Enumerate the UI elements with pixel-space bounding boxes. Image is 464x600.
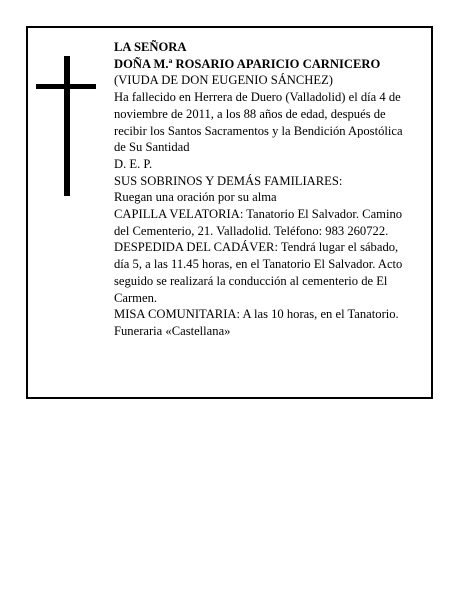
widow-of-line: (VIUDA DE DON EUGENIO SÁNCHEZ): [114, 73, 333, 88]
obituary-text: [114, 39, 414, 340]
death-info: Ha fallecido en Herrera de Duero (Valladolid) el día 4 de noviembre de 2011, a los 88 años de edad, después de recibir los Santos Sacramentos y la Bendición Apostólica de Su Santidad: [114, 90, 403, 155]
cross-horizontal-bar: [36, 84, 96, 89]
farewell-info: DESPEDIDA DEL CADÁVER: Tendrá lugar el sábado, día 5, a las 11.45 horas, en el Tanatorio El Salvador. Acto seguido se realizará la conducción al cementerio de El Carmen.: [114, 240, 403, 305]
chapel-info: CAPILLA VELATORIA: Tanatorio El Salvador. Camino del Cementerio, 21. Valladolid. Teléfono: 983 260722.: [114, 207, 403, 238]
deceased-name: DOÑA M.ª ROSARIO APARICIO CARNICERO: [114, 56, 381, 71]
cross-vertical-bar: [64, 56, 70, 196]
prayer-request: Ruegan una oración por su alma: [114, 190, 277, 205]
family-line: SUS SOBRINOS Y DEMÁS FAMILIARES:: [114, 173, 343, 188]
rip-line: D. E. P.: [114, 156, 153, 171]
mass-info: MISA COMUNITARIA: A las 10 horas, en el Tanatorio.: [114, 307, 399, 322]
cross-icon: [36, 56, 96, 196]
notice-title: LA SEÑORA: [114, 40, 187, 54]
funeral-home: Funeraria «Castellana»: [114, 323, 231, 338]
